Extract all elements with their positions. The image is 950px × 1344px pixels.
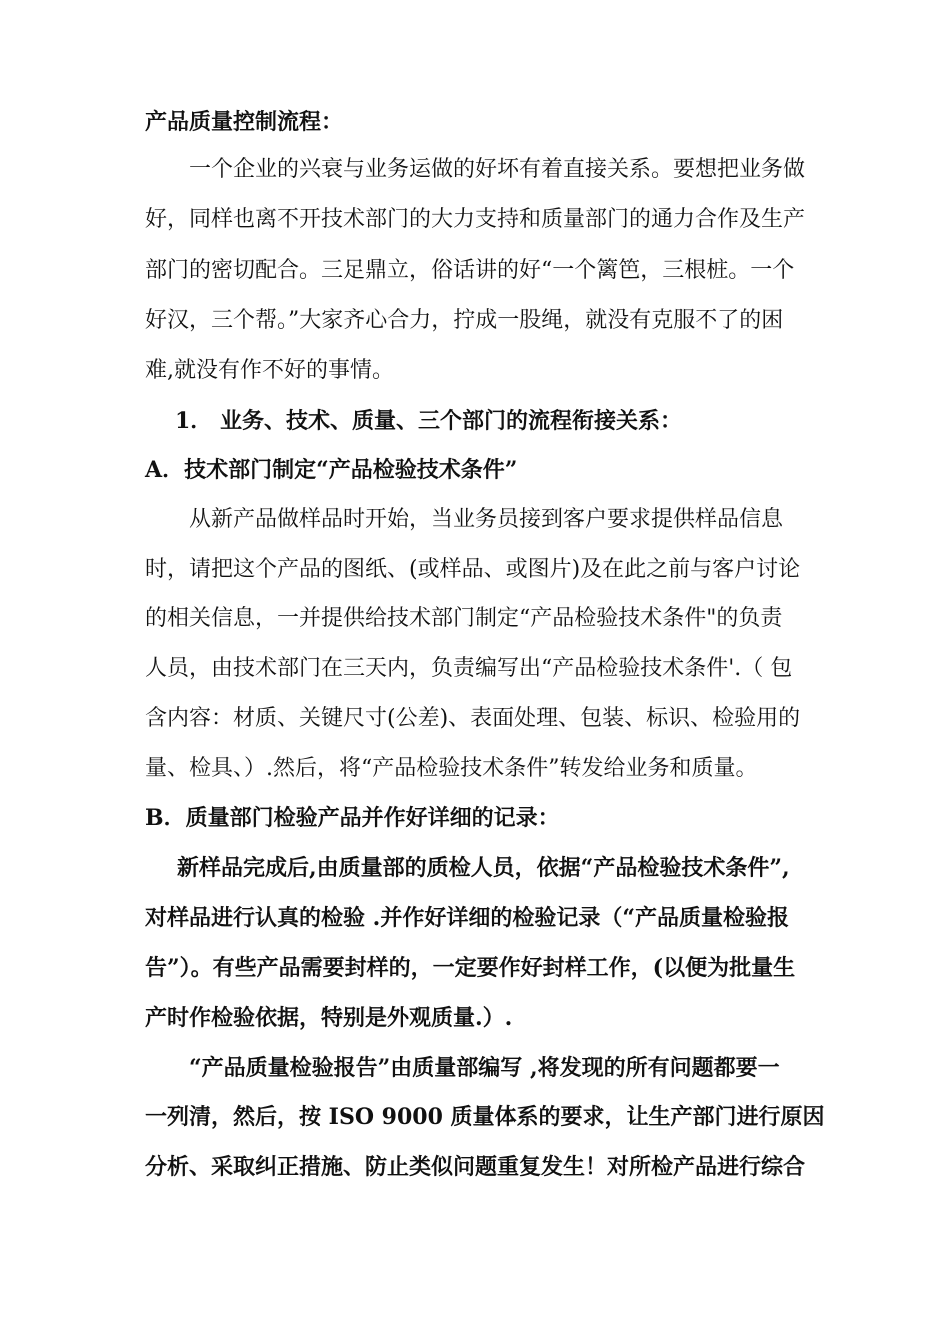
intro-line-1: 一个企业的兴衰与业务运做的好坏有着直接关系。要想把业务做 bbox=[189, 157, 806, 182]
section-a-line-3: 的相关信息，一并提供给技术部门制定“产品检验技术条件"的负责 bbox=[145, 606, 783, 631]
intro-line-4: 好汉，三个帮。”大家齐心合力，拧成一股绳，就没有克服不了的困 bbox=[145, 308, 784, 333]
section-a-line-5: 含内容：材质、关键尺寸(公差)、表面处理、包装、标识、检验用的 bbox=[145, 706, 801, 731]
section-a-line-2: 时，请把这个产品的图纸、(或样品、或图片)及在此之前与客户讨论 bbox=[145, 557, 801, 582]
section-b-line-1: 新样品完成后,由质量部的质检人员，依据“产品检验技术条件”, bbox=[177, 855, 790, 881]
section-b-report-line-1: “产品质量检验报告”由质量部编写 ,将发现的所有问题都要一 bbox=[189, 1055, 780, 1081]
section-a-line-1: 从新产品做样品时开始，当业务员接到客户要求提供样品信息 bbox=[189, 507, 784, 532]
section-a-line-6: 量、检具、）.然后，将“产品检验技术条件”转发给业务和质量。 bbox=[145, 756, 758, 781]
intro-line-5: 难,就没有作不好的事情。 bbox=[145, 358, 394, 383]
document-title: 产品质量控制流程： bbox=[145, 109, 344, 135]
section-b-report-line-3: 分析、采取纠正措施、防止类似问题重复发生！对所检产品进行综合 bbox=[145, 1154, 806, 1180]
section-a-line-4: 人员，由技术部门在三天内，负责编写出“产品检验技术条件'.（ 包 bbox=[145, 656, 793, 681]
section-a-heading: A．技术部门制定“产品检验技术条件” bbox=[145, 457, 518, 483]
section-b-line-4: 产时作检验依据，特别是外观质量.）. bbox=[145, 1005, 513, 1031]
section-b-heading: B．质量部门检验产品并作好详细的记录： bbox=[145, 805, 560, 831]
intro-line-2: 好，同样也离不开技术部门的大力支持和质量部门的通力合作及生产 bbox=[145, 207, 806, 232]
intro-line-3: 部门的密切配合。三足鼎立，俗话讲的好“一个篱笆，三根桩。一个 bbox=[145, 258, 795, 283]
section-b-report-line-2: 一列清，然后，按 ISO 9000 质量体系的要求，让生产部门进行原因 bbox=[145, 1104, 825, 1130]
section-b-line-3: 告”）。有些产品需要封样的，一定要作好封样工作，(以便为批量生 bbox=[145, 955, 796, 981]
section-1-heading: 1． 业务、技术、质量、三个部门的流程衔接关系： bbox=[175, 408, 682, 434]
section-b-line-2: 对样品进行认真的检验 .并作好详细的检验记录（“产品质量检验报 bbox=[145, 905, 789, 931]
